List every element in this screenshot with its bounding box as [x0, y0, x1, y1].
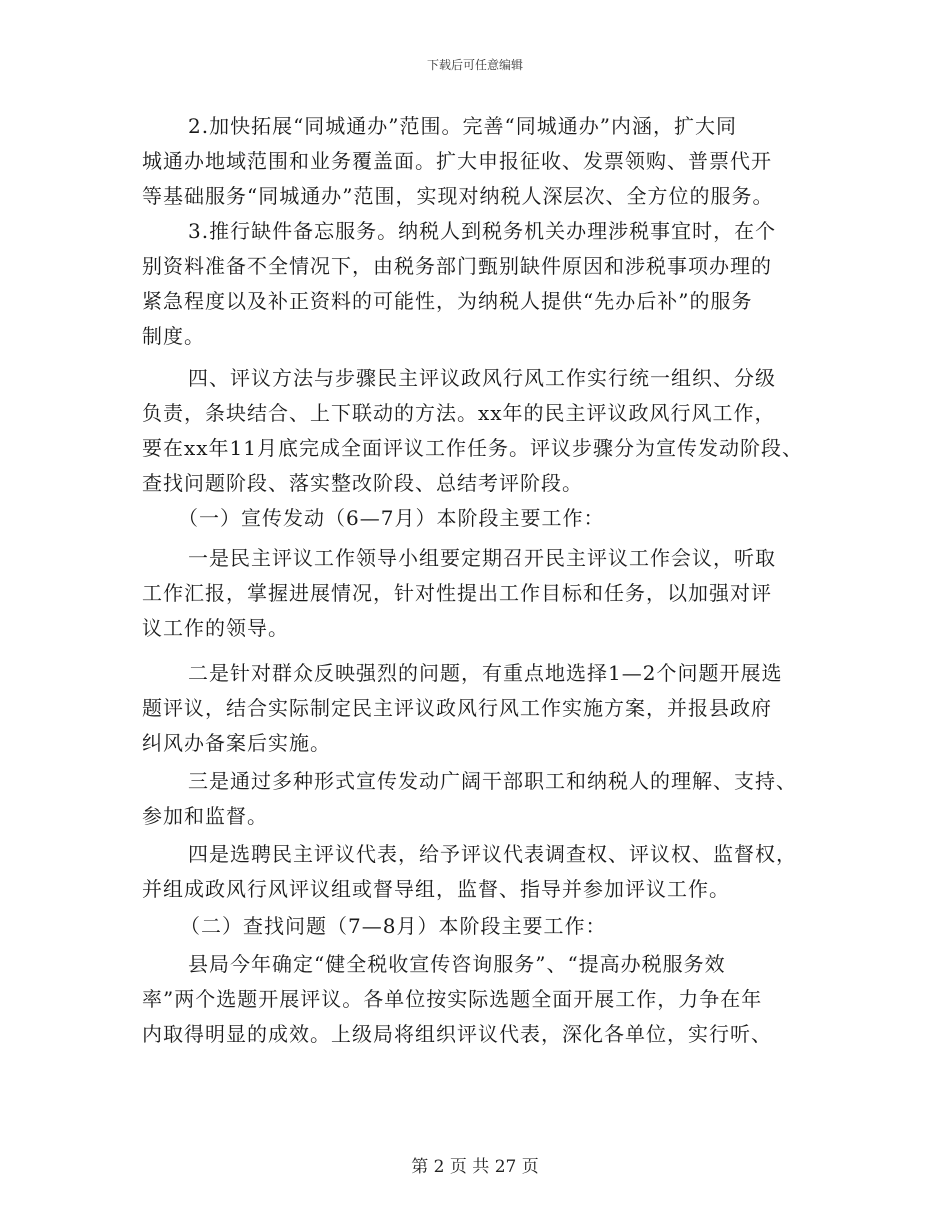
text-line: 并组成政风行风评议组或督导组，监督、指导并参加评议工作。: [142, 877, 730, 901]
text-line: 题评议，结合实际制定民主评议政风行风工作实施方案，并报县政府: [142, 696, 772, 720]
text-line: 纠风办备案后实施。: [142, 731, 331, 755]
text-line: 县局今年确定“健全税收宣传咨询服务”、“提高办税服务效: [188, 952, 726, 976]
text-line: 等基础服务“同城通办”范围，实现对纳税人深层次、全方位的服务。: [142, 184, 774, 208]
text-line: 制度。: [142, 324, 205, 348]
text-line: 三是通过多种形式宣传发动广阔干部职工和纳税人的理解、支持、: [188, 769, 797, 793]
text-line: 一是民主评议工作领导小组要定期召开民主评议工作会议，听取: [188, 546, 776, 570]
text-line: 四是选聘民主评议代表，给予评议代表调查权、评议权、监督权，: [188, 842, 797, 866]
header-note: 下载后可任意编辑: [426, 58, 523, 72]
text-line: 别资料准备不全情况下，由税务部门甄别缺件原因和涉税事项办理的: [142, 254, 772, 278]
text-line: 率”两个选题开展评议。各单位按实际选题全面开展工作，力争在年: [142, 987, 763, 1011]
text-line: （一）宣传发动（6—7月）本阶段主要工作：: [178, 506, 605, 530]
text-line: 内取得明显的成效。上级局将组织评议代表，深化各单位，实行听、: [142, 1022, 772, 1046]
text-line: 负责，条块结合、上下联动的方法。xx年的民主评议政风行风工作，: [142, 401, 776, 425]
text-line: 二是针对群众反映强烈的问题，有重点地选择1—2个问题开展选: [188, 661, 783, 685]
text-line: 四、评议方法与步骤民主评议政风行风工作实行统一组织、分级: [188, 366, 776, 390]
text-line: 2.加快拓展“同城通办”范围。完善“同城通办”内涵，扩大同: [188, 114, 737, 138]
text-line: 3.推行缺件备忘服务。纳税人到税务机关办理涉税事宜时，在个: [188, 219, 777, 243]
page-number: 第 2 页 共 27 页: [411, 1157, 539, 1177]
text-line: 要在xx年11月底完成全面评议工作任务。评议步骤分为宣传发动阶段、: [142, 436, 804, 460]
text-line: 查找问题阶段、落实整改阶段、总结考评阶段。: [142, 471, 583, 495]
text-line: 城通办地域范围和业务覆盖面。扩大申报征收、发票领购、普票代开: [142, 149, 772, 173]
text-line: 议工作的领导。: [142, 616, 289, 640]
text-line: 紧急程度以及补正资料的可能性，为纳税人提供“先办后补”的服务: [142, 289, 753, 313]
text-line: （二）查找问题（7—8月）本阶段主要工作：: [180, 914, 607, 938]
text-line: 参加和监督。: [142, 804, 268, 828]
text-line: 工作汇报，掌握进展情况，针对性提出工作目标和任务，以加强对评: [142, 581, 772, 605]
